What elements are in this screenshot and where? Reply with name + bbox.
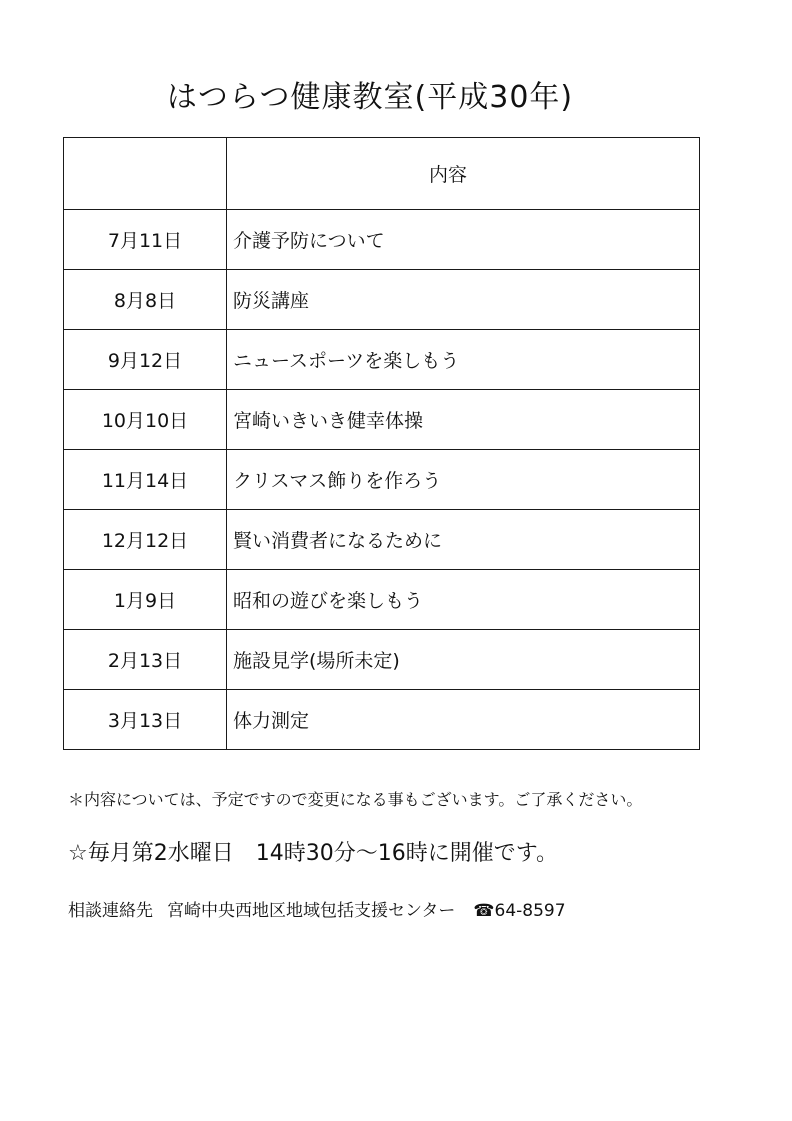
date-cell: 7月11日 (64, 210, 227, 270)
table-row (64, 270, 700, 330)
date-cell: 3月13日 (64, 690, 227, 750)
table-row (64, 450, 700, 510)
content-cell: 介護予防について (227, 210, 700, 270)
date-cell: 9月12日 (64, 330, 227, 390)
table-row (64, 390, 700, 450)
date-cell: 8月8日 (64, 270, 227, 330)
content-cell: 賢い消費者になるために (227, 510, 700, 570)
content-cell: 防災講座 (227, 270, 700, 330)
content-cell: 施設見学(場所未定) (227, 630, 700, 690)
date-cell: 10月10日 (64, 390, 227, 450)
contact-phone: 64-8597 (494, 901, 566, 921)
date-cell: 12月12日 (64, 510, 227, 570)
content-cell: 体力測定 (227, 690, 700, 750)
schedule-info-text: ☆毎月第2水曜日 14時30分～16時に開催です。 (68, 841, 558, 866)
date-cell: 2月13日 (64, 630, 227, 690)
header-date-cell (64, 138, 227, 210)
date-cell: 1月9日 (64, 570, 227, 630)
note-text: ＊内容については、予定ですので変更になる事もございます。ご了承ください。 (68, 790, 643, 809)
schedule-table (63, 137, 700, 750)
table-row (64, 690, 700, 750)
table-header-row (64, 138, 700, 210)
table-row (64, 630, 700, 690)
content-cell: 宮崎いきいき健幸体操 (227, 390, 700, 450)
content-cell: ニュースポーツを楽しもう (227, 330, 700, 390)
table-row (64, 330, 700, 390)
contact-line (68, 896, 566, 921)
contact-organization: 宮崎中央西地区地域包括支援センター (167, 901, 456, 921)
phone-icon: ☎ (473, 901, 495, 921)
table-row (64, 210, 700, 270)
page-title: はつらつ健康教室(平成30年) (166, 80, 574, 115)
table-row (64, 510, 700, 570)
content-cell: 昭和の遊びを楽しもう (227, 570, 700, 630)
header-content-cell: 内容 (227, 138, 700, 210)
content-cell: クリスマス飾りを作ろう (227, 450, 700, 510)
contact-label: 相談連絡先 (68, 901, 153, 921)
date-cell: 11月14日 (64, 450, 227, 510)
table-row (64, 570, 700, 630)
